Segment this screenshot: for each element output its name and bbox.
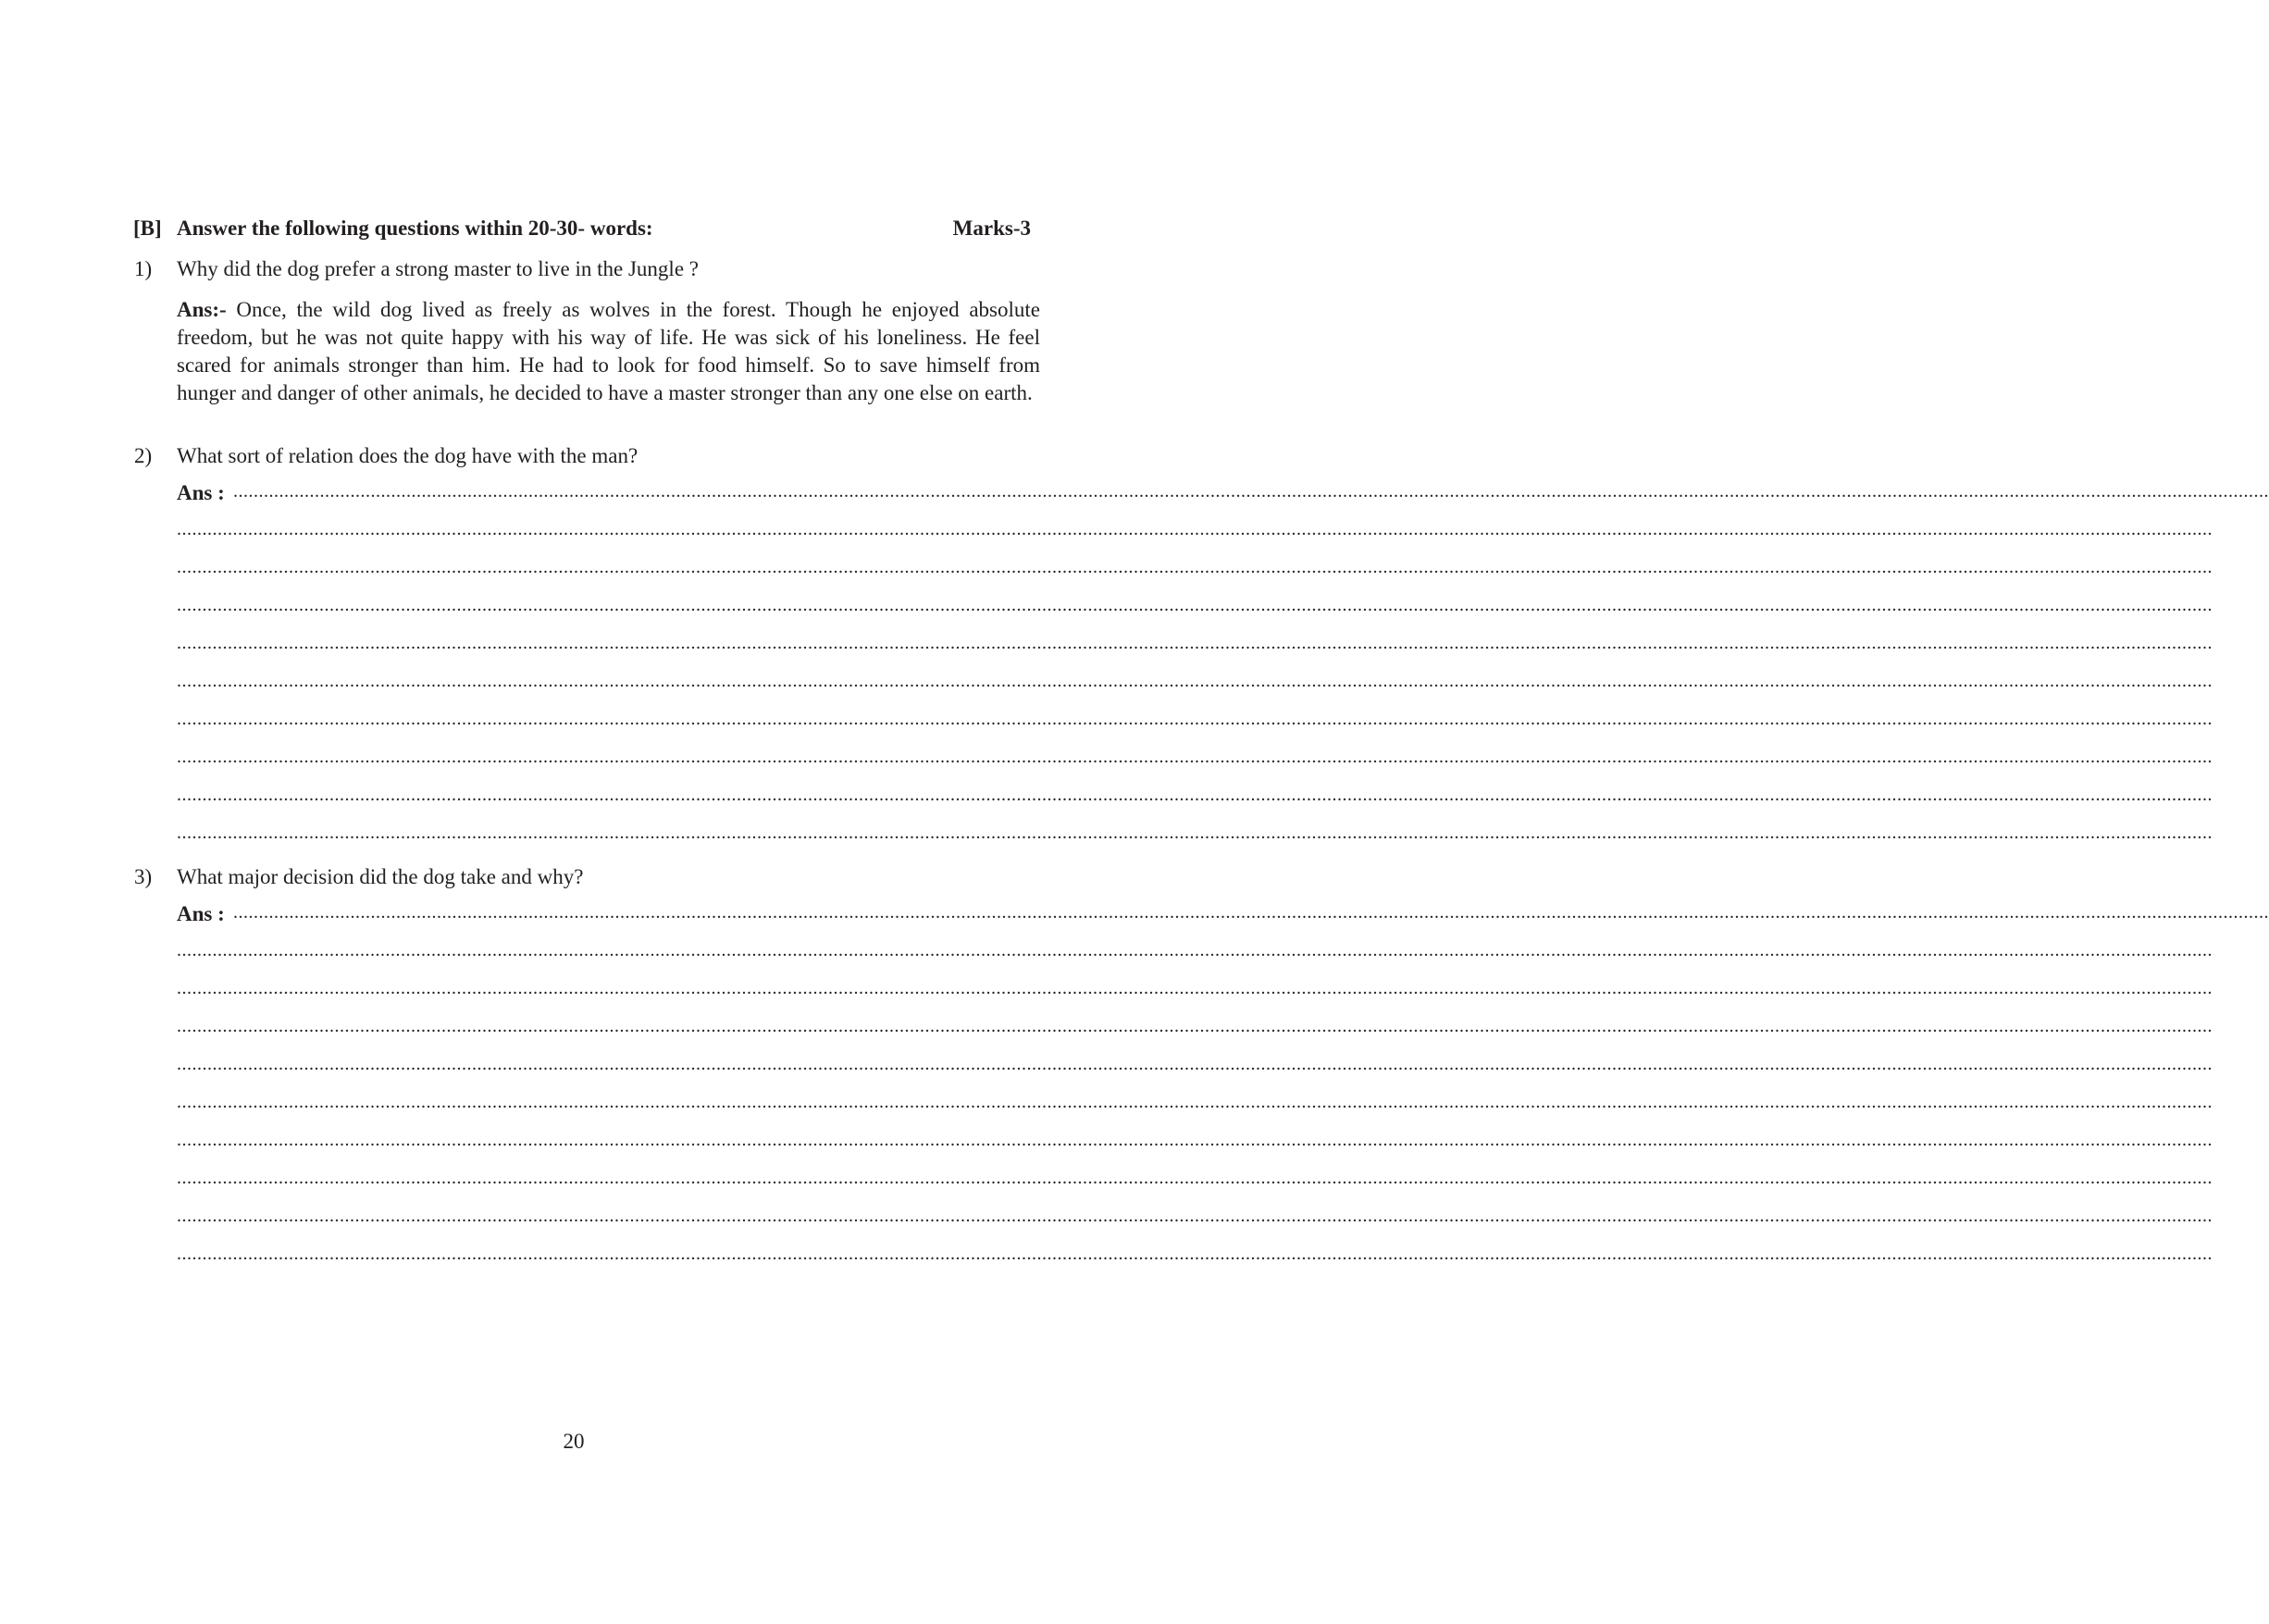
question-3-answer-label: Ans : bbox=[177, 902, 225, 925]
question-3-answer-line[interactable]: ................................................................................................................................................................................................................................................................................................................................................................................................................ bbox=[177, 940, 2213, 961]
question-2-number: 2) bbox=[134, 444, 153, 467]
question-2-answer-line[interactable]: ................................................................................................................................................................................................................................................................................................................................................................................................................ bbox=[177, 557, 2213, 577]
question-3-answer-line[interactable]: ................................................................................................................................................................................................................................................................................................................................................................................................................ bbox=[177, 1168, 2213, 1188]
question-2-answer-line[interactable]: ................................................................................................................................................................................................................................................................................................................................................................................................................ bbox=[233, 481, 2269, 502]
question-2-answer-line[interactable]: ................................................................................................................................................................................................................................................................................................................................................................................................................ bbox=[177, 709, 2213, 729]
section-marks: Marks-3 bbox=[952, 217, 1031, 240]
question-3-number: 3) bbox=[134, 865, 153, 888]
question-2-answer-line[interactable]: ................................................................................................................................................................................................................................................................................................................................................................................................................ bbox=[177, 519, 2213, 539]
question-2-text: What sort of relation does the dog have with the man? bbox=[177, 444, 639, 467]
question-1-answer bbox=[177, 296, 1040, 407]
question-2-answer-line[interactable]: ................................................................................................................................................................................................................................................................................................................................................................................................................ bbox=[177, 595, 2213, 615]
section-header bbox=[133, 217, 1031, 250]
question-3-answer-line[interactable]: ................................................................................................................................................................................................................................................................................................................................................................................................................ bbox=[177, 1244, 2213, 1264]
question-3-answer-line[interactable]: ................................................................................................................................................................................................................................................................................................................................................................................................................ bbox=[177, 1130, 2213, 1150]
section-code: [B] bbox=[133, 217, 162, 240]
question-1-number: 1) bbox=[134, 257, 153, 280]
question-3-answer-line[interactable]: ................................................................................................................................................................................................................................................................................................................................................................................................................ bbox=[177, 978, 2213, 998]
question-3-answer-line[interactable]: ................................................................................................................................................................................................................................................................................................................................................................................................................ bbox=[233, 902, 2269, 923]
question-3-answer-line[interactable]: ................................................................................................................................................................................................................................................................................................................................................................................................................ bbox=[177, 1054, 2213, 1074]
question-2-answer-line[interactable]: ................................................................................................................................................................................................................................................................................................................................................................................................................ bbox=[177, 823, 2213, 843]
question-2-answer-line[interactable]: ................................................................................................................................................................................................................................................................................................................................................................................................................ bbox=[177, 785, 2213, 805]
question-1-text: Why did the dog prefer a strong master to live in the Jungle ? bbox=[177, 257, 699, 280]
question-1-answer-text: Once, the wild dog lived as freely as wolves in the forest. Though he enjoyed absolute freedom, but he was not quite happy with his way of life. He was sick of his loneliness. He feel scared for animals stronger than him. He had to look for food himself. So to save himself from hunger and danger of other animals, he decided to have a master stronger than any one else on earth. bbox=[177, 298, 1040, 404]
question-3-answer-line[interactable]: ................................................................................................................................................................................................................................................................................................................................................................................................................ bbox=[177, 1016, 2213, 1036]
question-3-text: What major decision did the dog take and why? bbox=[177, 865, 584, 888]
question-2-answer-line[interactable]: ................................................................................................................................................................................................................................................................................................................................................................................................................ bbox=[177, 671, 2213, 691]
question-2-answer-line[interactable]: ................................................................................................................................................................................................................................................................................................................................................................................................................ bbox=[177, 633, 2213, 653]
question-1-answer-label: Ans:- bbox=[177, 298, 227, 321]
question-3-answer-line[interactable]: ................................................................................................................................................................................................................................................................................................................................................................................................................ bbox=[177, 1206, 2213, 1226]
question-2-answer-line[interactable]: ................................................................................................................................................................................................................................................................................................................................................................................................................ bbox=[177, 747, 2213, 767]
page-number: 20 bbox=[563, 1430, 585, 1453]
question-3-answer-line[interactable]: ................................................................................................................................................................................................................................................................................................................................................................................................................ bbox=[177, 1092, 2213, 1112]
question-2-answer-label: Ans : bbox=[177, 481, 225, 504]
section-instruction: Answer the following questions within 20-30- words: bbox=[177, 217, 653, 240]
